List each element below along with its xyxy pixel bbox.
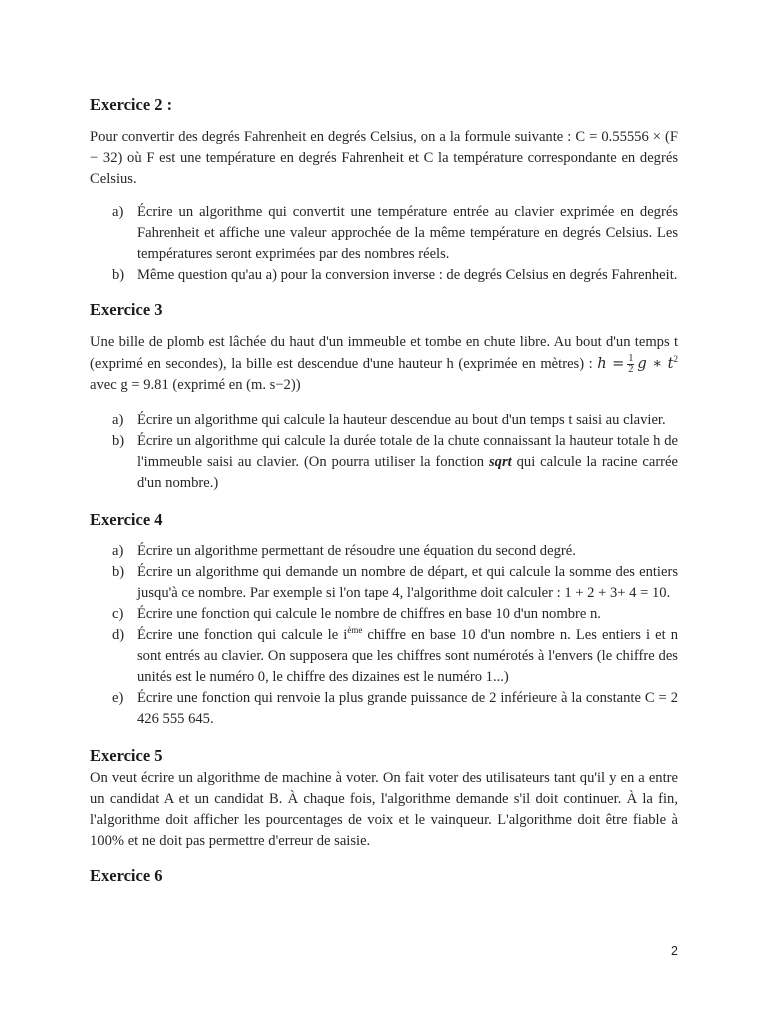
item-text: Même question qu'au a) pour la conversion inverse : de degrés Celsius en degrés Fahrenheit.: [137, 267, 678, 283]
exercise-5-text: On veut écrire un algorithme de machine à voter. On fait voter des utilisateurs tant qu'il y en a entre un candidat A et un candidat B. À chaque fois, l'algorithme demande s'il doit continuer. À la fin, l'algorithme doit afficher les pourcentages de voix et le vainqueur. L'algorithme doit être fiable à 100% et ne doit pas permettre d'erreur de saisie.: [90, 770, 678, 850]
item-text-after: qui calcule la racine carrée d'un nombre.): [137, 454, 678, 492]
exercise-2-list: [90, 202, 678, 286]
fraction-numerator: 1: [628, 353, 634, 365]
exercise-5-title: Exercice 5: [90, 746, 163, 766]
list-item: [90, 202, 678, 265]
item-text: Écrire une fonction qui calcule le i: [137, 627, 348, 644]
item-text: Écrire un algorithme qui demande un nombre de départ, et qui calcule la somme des entiers jusqu'à ce nombre. Par exemple si l'on tape 4, l'algorithme doit calculer : 1 + 2 + 3+ 4 = 10.: [137, 564, 678, 602]
item-label: b): [112, 564, 125, 581]
superscript-eme: ème: [347, 625, 363, 636]
formula-lhs: h =: [597, 355, 625, 372]
document-page: [90, 93, 678, 888]
item-label: a): [112, 412, 124, 429]
list-item: [90, 431, 678, 494]
item-text-after: chiffre en base 10 d'un nombre n. Les entiers i et n sont entrés au clavier. On supposera que les chiffres sont numérotés à l'envers (le chiffre des unités est le numéro 0, le chiffre des dizaines est le numéro 1...): [137, 627, 678, 686]
list-item: [90, 562, 678, 604]
item-text: Écrire un algorithme qui calcule la hauteur descendue au bout d'un temps t saisi au clavier.: [137, 412, 666, 429]
exercise-6-title: Exercice 6: [90, 866, 163, 886]
list-item: [90, 604, 678, 625]
exercise-3-intro: [90, 332, 678, 396]
item-label: b): [112, 267, 125, 283]
item-text: Écrire un algorithme qui calcule la durée totale de la chute connaissant la hauteur totale h de l'immeuble saisi au clavier. (On pourra utiliser la fonction: [137, 433, 678, 471]
item-text: Écrire un algorithme qui convertit une température entrée au clavier exprimée en degrés Fahrenheit et affiche une valeur approchée de la même température en degrés Celsius. Les températures seront exprimées par des nombres réels.: [137, 204, 678, 262]
sqrt-emphasis: sqrt: [488, 454, 512, 471]
exercise-3-list: [90, 410, 678, 494]
item-label: d): [112, 627, 125, 644]
list-item: [90, 410, 678, 431]
exercise-4-list: [90, 541, 678, 730]
item-label: c): [112, 606, 124, 623]
list-item: [90, 265, 678, 286]
item-label: a): [112, 204, 124, 220]
list-item: [90, 625, 678, 688]
exercise-2-title: Exercice 2 :: [90, 95, 173, 114]
intro-text: Une bille de plomb est lâchée du haut d'un immeuble et tombe en chute libre. Au bout d'un temps t (exprimé en secondes), la bille est descendue d'une hauteur h (exprimée en mètres) :: [90, 334, 678, 372]
exercise-4-title: Exercice 4: [90, 510, 163, 530]
exercise-3-title: Exercice 3: [90, 300, 163, 319]
list-item: [90, 541, 678, 562]
item-text: Écrire un algorithme permettant de résoudre une équation du second degré.: [137, 543, 576, 560]
item-label: a): [112, 543, 124, 560]
exercise-2-intro: Pour convertir des degrés Fahrenheit en degrés Celsius, on a la formule suivante : C = 0.55556 × (F − 32) où F est une température en degrés Fahrenheit et C la température correspondante en degrés Celsius.: [90, 129, 678, 187]
item-text: Écrire une fonction qui renvoie la plus grande puissance de 2 inférieure à la constante C = 2 426 555 645.: [137, 690, 678, 728]
item-label: e): [112, 690, 124, 707]
formula-exponent: 2: [673, 354, 678, 365]
list-item: [90, 688, 678, 730]
item-label: b): [112, 433, 125, 450]
formula-fraction: [627, 354, 634, 375]
fraction-denominator: 2: [628, 364, 634, 376]
item-text: Écrire une fonction qui calcule le nombre de chiffres en base 10 d'un nombre n.: [137, 606, 601, 623]
formula-rhs: g ∗ t: [637, 355, 674, 372]
page-number: 2: [671, 944, 678, 958]
formula-suffix: avec g = 9.81 (exprimé en (m. s−2)): [90, 377, 301, 394]
